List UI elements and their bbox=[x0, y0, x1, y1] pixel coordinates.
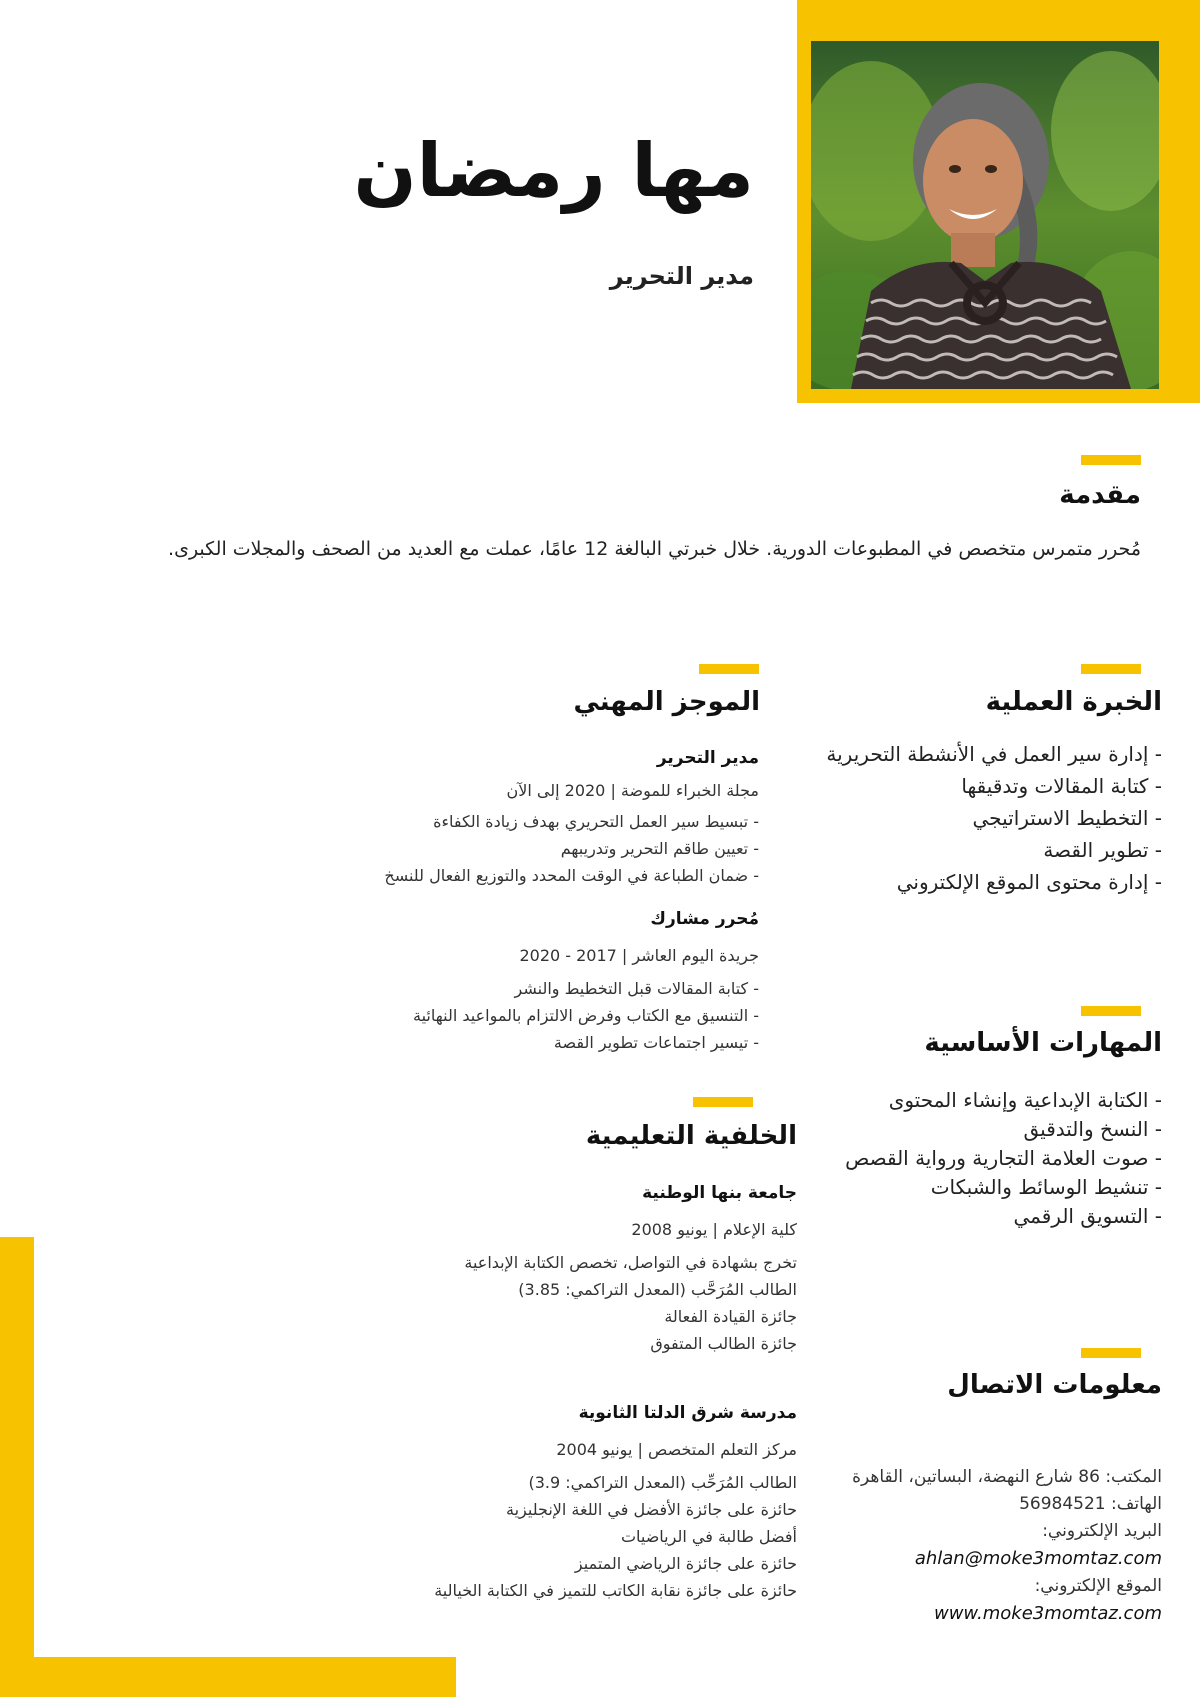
list-item: - كتابة المقالات وتدقيقها bbox=[961, 774, 1162, 798]
education-accent bbox=[693, 1097, 753, 1107]
school-line: جائزة القيادة الفعالة bbox=[664, 1307, 797, 1326]
job-bullet: - التنسيق مع الكتاب وفرض الالتزام بالمواعيد النهائية bbox=[413, 1006, 759, 1025]
list-item: - التخطيط الاستراتيجي bbox=[972, 806, 1162, 830]
list-item: - التسويق الرقمي bbox=[1013, 1204, 1162, 1228]
intro-heading: مقدمة bbox=[1059, 480, 1141, 510]
school-line: الطالب المُرَحَّب (المعدل التراكمي: 3.85) bbox=[518, 1280, 797, 1299]
portrait-illustration bbox=[811, 41, 1159, 389]
job-meta: مجلة الخبراء للموضة | 2020 إلى الآن bbox=[506, 781, 759, 800]
core-skills-list bbox=[845, 1086, 1162, 1231]
core-skills-accent bbox=[1081, 1006, 1141, 1016]
job-meta: جريدة اليوم العاشر | 2017 - 2020 bbox=[519, 946, 759, 965]
school-name: جامعة بنها الوطنية bbox=[642, 1183, 797, 1203]
experience-heading: الخبرة العملية bbox=[985, 687, 1162, 717]
list-item: - تطوير القصة bbox=[1043, 838, 1162, 862]
contact-accent bbox=[1081, 1348, 1141, 1358]
school-line: جائزة الطالب المتفوق bbox=[650, 1334, 797, 1353]
list-item: - الكتابة الإبداعية وإنشاء المحتوى bbox=[888, 1088, 1162, 1112]
career-job-2 bbox=[413, 906, 759, 1056]
list-item: - النسخ والتدقيق bbox=[1023, 1117, 1162, 1141]
list-item: - تنشيط الوسائط والشبكات bbox=[930, 1175, 1162, 1199]
list-item: - صوت العلامة التجارية ورواية القصص bbox=[845, 1146, 1162, 1170]
school-line: تخرج بشهادة في التواصل، تخصص الكتابة الإبداعية bbox=[464, 1253, 797, 1272]
list-item: - إدارة محتوى الموقع الإلكتروني bbox=[896, 870, 1162, 894]
school-line: حائزة على جائزة الرياضي المتميز bbox=[574, 1554, 797, 1573]
contact-email-label: البريد الإلكتروني: bbox=[1042, 1521, 1162, 1541]
school-name: مدرسة شرق الدلتا الثانوية bbox=[578, 1403, 797, 1423]
intro-text: مُحرر متمرس متخصص في المطبوعات الدورية. خلال خبرتي البالغة 12 عامًا، عملت مع العديد من الصحف والمجلات الكبرى. bbox=[168, 538, 1141, 560]
job-bullet: - تعيين طاقم التحرير وتدريبهم bbox=[560, 839, 759, 858]
list-item: - إدارة سير العمل في الأنشطة التحريرية bbox=[826, 742, 1162, 766]
career-job-1 bbox=[384, 745, 759, 889]
profile-photo bbox=[811, 41, 1159, 389]
contact-website[interactable]: www.moke3momtaz.com bbox=[933, 1603, 1162, 1624]
job-title: مدير التحرير bbox=[656, 748, 759, 768]
job-bullet: - كتابة المقالات قبل التخطيط والنشر bbox=[514, 979, 759, 998]
career-accent bbox=[699, 664, 759, 674]
school-line: أفضل طالبة في الرياضيات bbox=[620, 1527, 797, 1546]
school-line: حائزة على جائزة الأفضل في اللغة الإنجليزية bbox=[506, 1500, 797, 1519]
left-decor-bar bbox=[0, 1237, 34, 1697]
contact-email[interactable]: ahlan@moke3momtaz.com bbox=[914, 1548, 1162, 1569]
job-bullet: - تيسير اجتماعات تطوير القصة bbox=[553, 1033, 759, 1052]
bottom-decor-bar bbox=[0, 1657, 456, 1697]
school-line: حائزة على جائزة نقابة الكاتب للتميز في الكتابة الخيالية bbox=[434, 1581, 797, 1600]
education-heading: الخلفية التعليمية bbox=[585, 1121, 797, 1151]
experience-accent bbox=[1081, 664, 1141, 674]
school-line: الطالب المُرَحِّب (المعدل التراكمي: 3.9) bbox=[528, 1473, 797, 1492]
job-bullet: - ضمان الطباعة في الوقت المحدد والتوزيع الفعال للنسخ bbox=[384, 866, 759, 885]
contact-heading: معلومات الاتصال bbox=[947, 1370, 1162, 1400]
education-school-1 bbox=[464, 1180, 797, 1357]
education-school-2 bbox=[434, 1400, 797, 1604]
core-skills-heading: المهارات الأساسية bbox=[924, 1028, 1162, 1058]
contact-phone: الهاتف: 56984521 bbox=[1019, 1494, 1162, 1514]
intro-accent bbox=[1081, 455, 1141, 465]
contact-block bbox=[852, 1464, 1162, 1628]
contact-office: المكتب: 86 شارع النهضة، البساتين، القاهرة bbox=[852, 1467, 1162, 1487]
school-meta: كلية الإعلام | يونيو 2008 bbox=[631, 1220, 797, 1239]
experience-list bbox=[826, 738, 1162, 898]
job-bullet: - تبسيط سير العمل التحريري بهدف زيادة الكفاءة bbox=[433, 812, 759, 831]
job-title: مُحرر مشارك bbox=[650, 909, 759, 929]
career-heading: الموجز المهني bbox=[573, 687, 760, 717]
candidate-title: مدير التحرير bbox=[609, 262, 754, 290]
candidate-name: مها رمضان bbox=[353, 128, 754, 214]
school-meta: مركز التعلم المتخصص | يونيو 2004 bbox=[556, 1440, 797, 1459]
contact-website-label: الموقع الإلكتروني: bbox=[1034, 1576, 1162, 1596]
